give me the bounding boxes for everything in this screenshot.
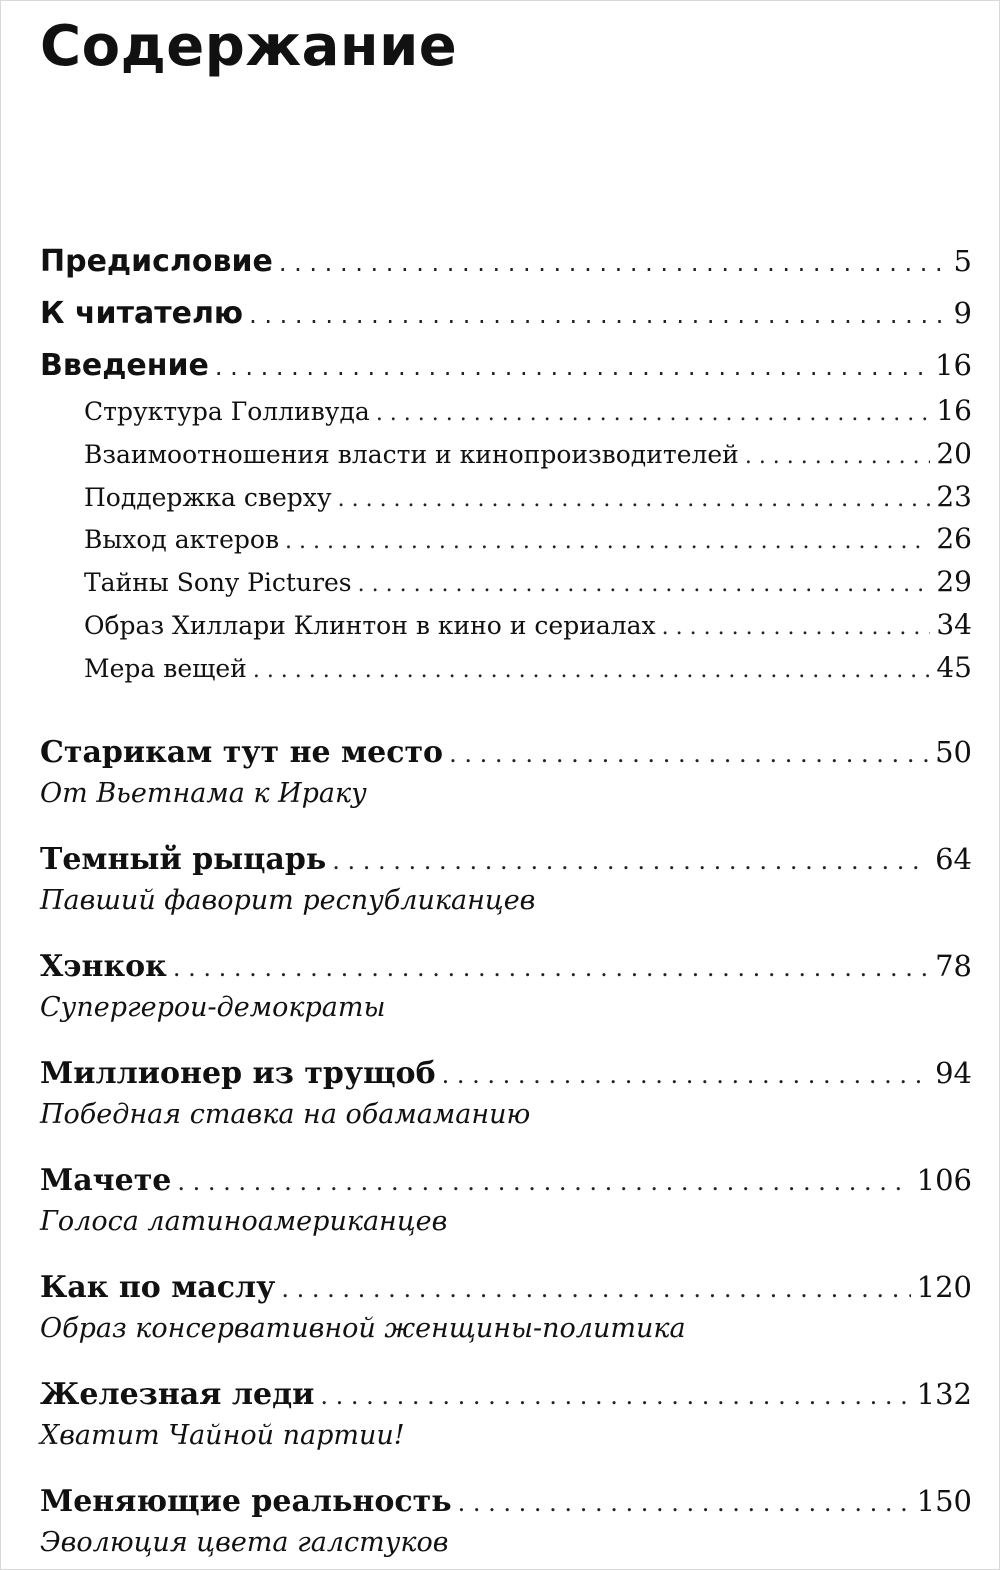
toc-chapter[interactable] [40,1484,972,1519]
toc-chapter-subtitle: Павший фаворит республиканцев [40,885,536,916]
toc-page-number: 34 [936,608,972,641]
toc-page-number: 64 [935,842,972,876]
dot-leader [458,1489,911,1517]
toc-chapter-subtitle: Эволюция цвета галстуков [40,1527,449,1558]
dot-leader [662,615,931,640]
toc-chapter-title: Миллионер из трущоб [40,1056,436,1091]
toc-entry-to-reader[interactable] [40,296,972,331]
toc-page-number: 29 [936,565,972,598]
toc-page-number: 16 [936,394,972,427]
toc-chapter-title: Хэнкок [40,949,167,984]
toc-chapter-title: Старикам тут не место [40,735,444,770]
toc-subentry[interactable] [84,394,972,427]
toc-subentry[interactable] [84,522,972,555]
dot-leader [281,1275,910,1303]
dot-leader [249,301,947,329]
toc-page-number: 50 [935,735,972,769]
dot-leader [376,401,931,426]
toc-chapter-subtitle: Голоса латиноамериканцев [40,1206,448,1237]
toc-chapter[interactable] [40,1056,972,1091]
dot-leader [358,572,931,597]
dot-leader [338,487,931,512]
toc-entry-preface[interactable] [40,244,972,279]
dot-leader [285,529,930,554]
toc-chapter-subtitle: Образ консервативной женщины-политика [40,1313,686,1344]
toc-chapter[interactable] [40,1163,972,1198]
dot-leader [442,1061,930,1089]
toc-chapter-title: Меняющие реальность [40,1484,452,1519]
dot-leader [449,740,929,768]
toc-chapter-title: Мачете [40,1163,172,1198]
dot-leader [177,1168,910,1196]
toc-page-number: 120 [916,1270,972,1304]
toc-chapter-title: Как по маслу [40,1270,276,1305]
dot-leader [279,249,948,277]
toc-page-number: 23 [936,480,972,513]
toc-chapter-subtitle: Победная ставка на обамаманию [40,1099,531,1130]
toc-chapter-subtitle: Супергерои-демократы [40,992,386,1023]
toc-subentry-title: Образ Хиллари Клинтон в кино и сериалах [84,611,656,640]
toc-subentry[interactable] [84,437,972,470]
toc-subentry[interactable] [84,480,972,513]
toc-entry-title: К читателю [40,296,244,331]
toc-entry-title: Предисловие [40,244,273,279]
toc-chapter[interactable] [40,735,972,770]
toc-chapter-title: Темный рыцарь [40,842,327,877]
dot-leader [253,658,931,683]
toc-page-number: 5 [953,244,972,278]
toc-chapter-subtitle: От Вьетнама к Ираку [40,778,367,809]
toc-page-number: 150 [916,1484,972,1518]
dot-leader [320,1382,910,1410]
page-title: Содержание [40,14,458,79]
dot-leader [745,444,931,469]
toc-subentry[interactable] [84,651,972,684]
toc-page-number: 26 [936,522,972,555]
toc-subentry-title: Структура Голливуда [84,397,370,426]
toc-page-number: 45 [936,651,972,684]
toc-subentry-title: Взаимоотношения власти и кинопроизводителей [84,440,739,469]
toc-chapter[interactable] [40,1270,972,1305]
toc-entry-introduction[interactable] [40,348,972,383]
toc-chapter[interactable] [40,949,972,984]
toc-page-number: 20 [936,437,972,470]
toc-subentry[interactable] [84,608,972,641]
toc-page-number: 78 [935,949,972,983]
toc-page-number: 9 [953,296,972,330]
toc-chapter-subtitle: Хватит Чайной партии! [40,1420,405,1451]
toc-page-number: 132 [916,1377,972,1411]
toc-chapter[interactable] [40,842,972,877]
dot-leader [215,353,929,381]
toc-chapter-title: Железная леди [40,1377,315,1412]
toc-chapter[interactable] [40,1377,972,1412]
toc-subentry-title: Выход актеров [84,525,280,554]
toc-subentry-title: Поддержка сверху [84,483,332,512]
toc-page-number: 106 [916,1163,972,1197]
toc-subentry-title: Мера вещей [84,654,247,683]
toc-entry-title: Введение [40,348,209,383]
toc-page-number: 94 [935,1056,972,1090]
dot-leader [332,847,929,875]
toc-subentry-title: Тайны Sony Pictures [84,568,352,597]
dot-leader [173,954,929,982]
toc-subentry[interactable] [84,565,972,598]
toc-page-number: 16 [935,348,972,382]
